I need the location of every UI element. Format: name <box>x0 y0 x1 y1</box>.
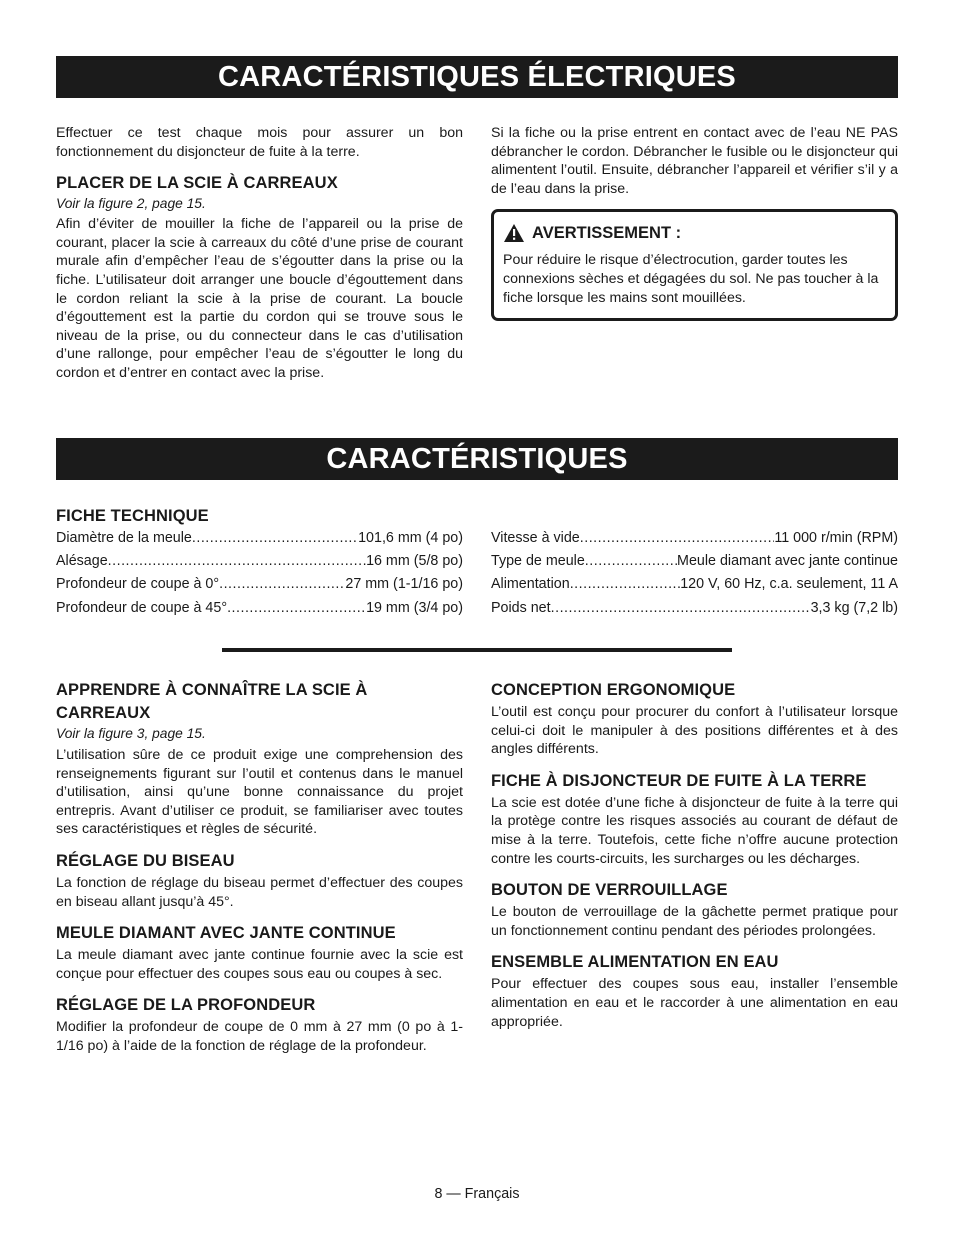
section-paragraph: L’outil est conçu pour procurer du confort à l’utilisateur lorsque celui-ci doit le manipuler à des positions différentes et à des angles différents. <box>491 704 898 758</box>
spec-label: Vitesse à vide <box>491 530 580 546</box>
warning-header <box>503 223 887 243</box>
spec-row <box>56 575 463 598</box>
spec-label: Type de meule <box>491 553 585 570</box>
section-heading: RÉGLAGE DU BISEAU <box>56 851 235 870</box>
section-paragraph: L’utilisation sûre de ce produit exige une comprehension des renseignements figurant sur l’outil et contenus dans le manuel d’utilisation, ainsi qu’une bonne connaissance du projet entrepris. Avant d’utiliser ce produit, se familiariser avec toutes ses caractéristiques et règles de sécurité. <box>56 747 463 838</box>
section-heading: ENSEMBLE ALIMENTATION EN EAU <box>491 953 779 972</box>
spec-row <box>491 575 898 598</box>
spec-leader-dots <box>192 529 358 548</box>
warning-box <box>491 209 898 321</box>
spec-row <box>491 529 898 552</box>
placer-heading: PLACER DE LA SCIE À CARREAUX <box>56 174 338 193</box>
spec-list-left <box>56 529 463 622</box>
spec-leader-dots <box>570 575 681 594</box>
page-footer: 8 — Français <box>434 1186 520 1202</box>
spec-value: 11 000 r/min (RPM) <box>774 530 898 546</box>
spec-value: 27 mm (1-1/16 po) <box>345 576 463 593</box>
spec-leader-dots <box>580 529 775 548</box>
water-contact-paragraph: Si la fiche ou la prise entrent en contact avec de l’eau NE PAS débrancher le cordon. Débrancher le fusible ou le disjoncteur qui alimentent l’outil. Ensuite, débrancher l’appareil et vérifier s’il y a de l’eau dans la prise. <box>491 125 898 197</box>
spec-leader-dots <box>108 552 366 571</box>
spec-row <box>56 552 463 575</box>
section-paragraph: Pour effectuer des coupes sous eau, installer l’ensemble alimentation en eau et le raccorder à une alimentation en eau appropriée. <box>491 976 898 1030</box>
figure-ref: Voir la figure 3, page 15. <box>56 726 206 741</box>
section-paragraph: Le bouton de verrouillage de la gâchette permet pratique pour un fonctionnement continu pendant des périodes prolongées. <box>491 904 898 939</box>
spec-value: 19 mm (3/4 po) <box>366 599 463 616</box>
section-heading: RÉGLAGE DE LA PROFONDEUR <box>56 996 316 1015</box>
spec-label: Profondeur de coupe à 0° <box>56 576 220 593</box>
warning-triangle-icon <box>503 223 525 243</box>
spec-row <box>56 529 463 552</box>
spec-leader-dots <box>227 599 366 618</box>
spec-left-column <box>56 505 463 622</box>
section-paragraph: La meule diamant avec jante continue fournie avec la scie est conçue pour effectuer des coupes sous eau ou coupes à sec. <box>56 947 463 982</box>
placer-figure-ref: Voir la figure 2, page 15. <box>56 196 206 212</box>
spec-value: 101,6 mm (4 po) <box>358 530 463 546</box>
features-right-column <box>491 679 898 1031</box>
spec-label: Profondeur de coupe à 45° <box>56 599 228 616</box>
spec-value: Meule diamant avec jante continue <box>677 553 898 570</box>
placer-paragraph: Afin d’éviter de mouiller la fiche de l’appareil ou la prise de courant, placer la scie à carreaux du côté d’une prise de courant murale afin d’empêcher l’eau de s’égoutter dans la prise ou la fiche. L’utilisateur doit arranger une boucle d’égouttement dans le cordon reliant la scie à la prise de courant. La boucle d’égouttement est la partie du cordon qui se trouve sous le niveau de la prise, ou du connecteur dans le cas d’utilisation d’une rallonge, pour empêcher l’eau de s’égoutter le long du cordon et d’entrer en contact avec la prise. <box>56 216 463 381</box>
spec-row <box>491 599 898 622</box>
section-paragraph: Modifier la profondeur de coupe de 0 mm à 27 mm (0 po à 1-1/16 po) à l’aide de la fonction de réglage de la profondeur. <box>56 1019 463 1054</box>
section-paragraph: La scie est dotée d’une fiche à disjoncteur de fuite à la terre qui la protège contre les risques associés au courant de défaut de mise à la terre. Toutefois, cette fiche n’offre aucune protection contre les courts-circuits, les surcharges ou les décharges. <box>491 794 898 867</box>
spec-label: Poids net <box>491 599 551 616</box>
section-heading: CONCEPTION ERGONOMIQUE <box>491 681 736 699</box>
section-heading: BOUTON DE VERROUILLAGE <box>491 881 728 900</box>
spec-list-right <box>491 529 898 622</box>
section-divider <box>222 648 732 652</box>
section-banner-features: CARACTÉRISTIQUES <box>56 438 898 480</box>
spec-row <box>56 599 463 622</box>
specs-heading: FICHE TECHNIQUE <box>56 507 209 525</box>
warning-title: AVERTISSEMENT : <box>532 224 682 243</box>
section-paragraph: La fonction de réglage du biseau permet d’effectuer des coupes en biseau allant jusqu’à 45°. <box>56 874 463 910</box>
warning-text: Pour réduire le risque d’électrocution, garder toutes les connexions sèches et dégagées du sol. Ne pas toucher à la fiche lorsque les mains sont mouillées. <box>503 252 879 306</box>
spec-label: Alimentation <box>491 576 570 593</box>
section-banner-electrical: CARACTÉRISTIQUES ÉLECTRIQUES <box>56 56 898 98</box>
spec-label: Alésage <box>56 553 108 570</box>
spec-value: 3,3 kg (7,2 lb) <box>810 599 898 616</box>
spec-leader-dots <box>551 599 811 618</box>
spec-right-column <box>491 529 898 622</box>
section-heading: MEULE DIAMANT AVEC JANTE CONTINUE <box>56 924 396 943</box>
spec-leader-dots <box>585 552 677 571</box>
section-heading: FICHE À DISJONCTEUR DE FUITE À LA TERRE <box>491 771 867 790</box>
spec-leader-dots <box>219 575 345 594</box>
section-heading: APPRENDRE À CONNAÎTRE LA SCIE À CARREAUX <box>56 681 368 722</box>
spec-row <box>491 552 898 575</box>
spec-label: Diamètre de la meule <box>56 530 192 546</box>
electrical-right-column <box>491 124 898 321</box>
spec-value: 16 mm (5/8 po) <box>366 553 463 570</box>
intro-paragraph: Effectuer ce test chaque mois pour assurer un bon fonctionnement du disjoncteur de fuite à la terre. <box>56 125 463 160</box>
features-left-column <box>56 679 463 1056</box>
spec-value: 120 V, 60 Hz, c.a. seulement, 11 A <box>680 576 898 593</box>
electrical-left-column <box>56 124 463 383</box>
